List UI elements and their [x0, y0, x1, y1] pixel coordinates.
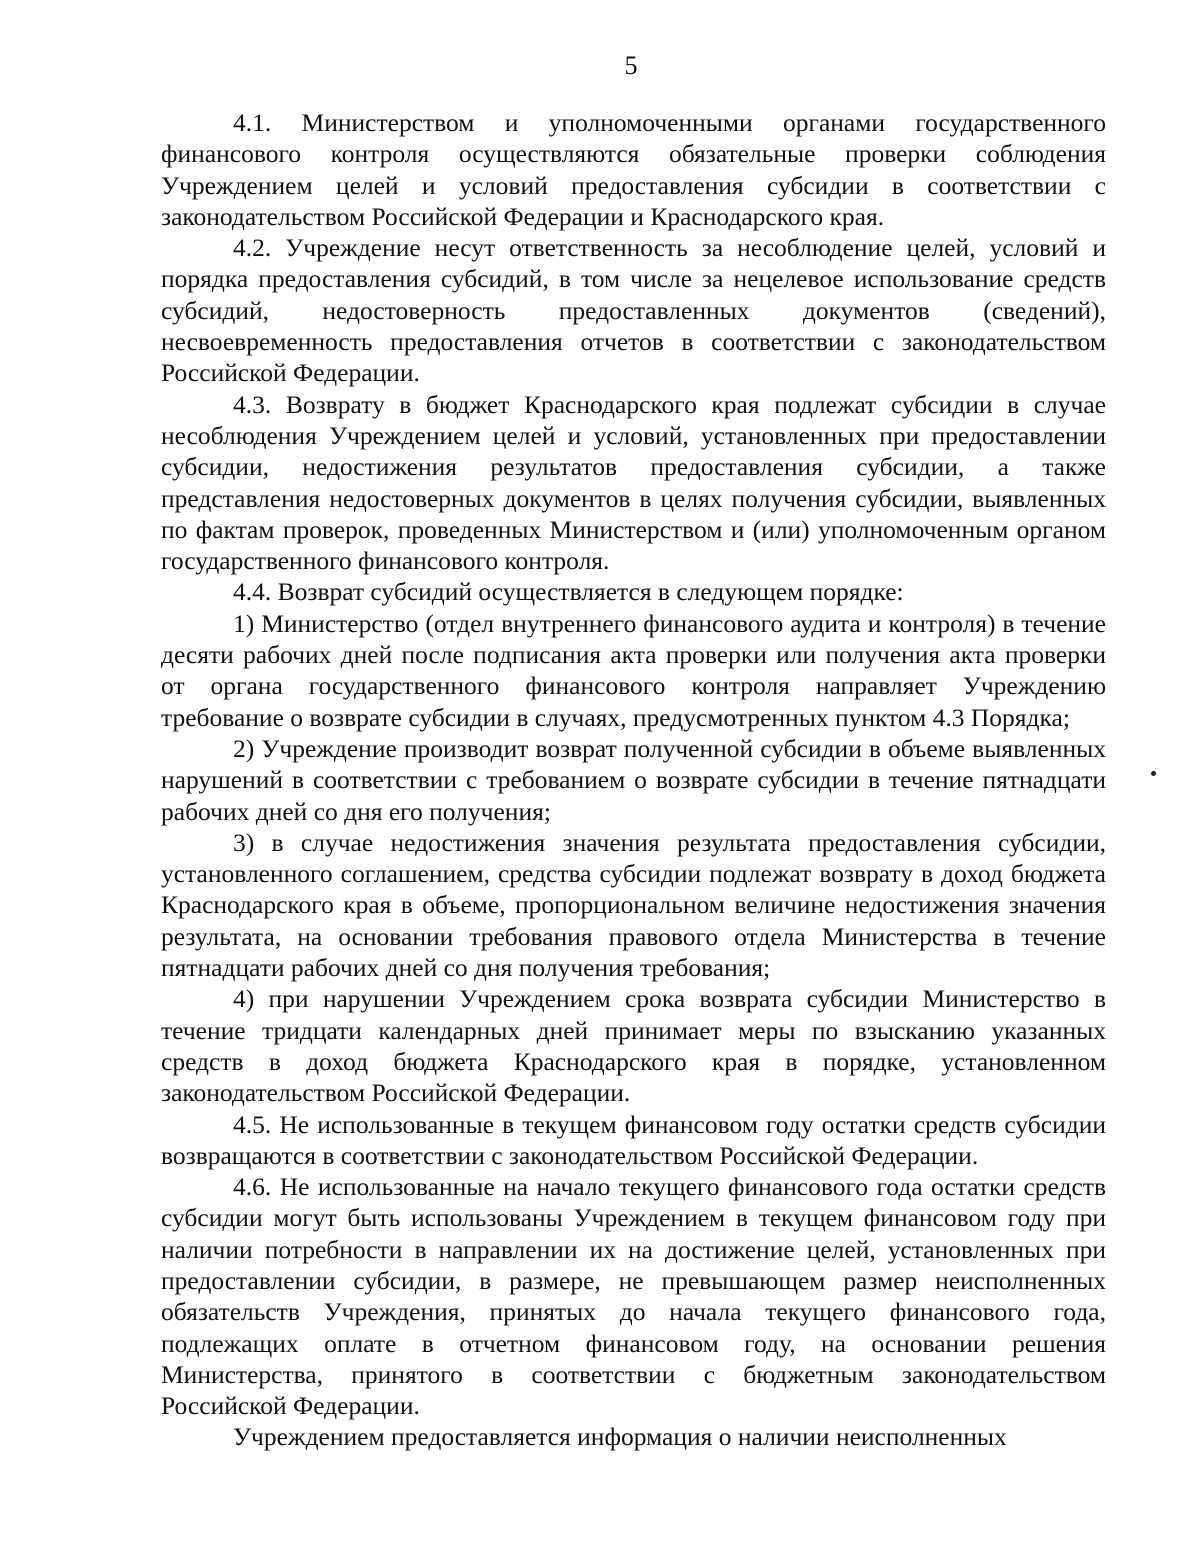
document-body: [161, 107, 1106, 1453]
paragraph-4-3: 4.3. Возврату в бюджет Краснодарского края подлежат субсидии в случае несоблюдения Учреждением целей и условий, установленных при предоставлении субсидии, недостижения результатов предоставления субсидии, а также представления недостоверных документов в целях получения субсидии, выявленных по фактам проверок, проведенных Министерством и (или) уполномоченным органом государственного финансового контроля.: [161, 389, 1106, 576]
paragraph-4-4-item-3: 3) в случае недостижения значения результата предоставления субсидии, установленного соглашением, средства субсидии подлежат возврату в доход бюджета Краснодарского края в объеме, пропорциональном величине недостижения значения результата, на основании требования правового отдела Министерства в течение пятнадцати рабочих дней со дня получения требования;: [161, 827, 1106, 983]
paragraph-4-4: 4.4. Возврат субсидий осуществляется в следующем порядке:: [233, 577, 904, 607]
paragraph-4-2: 4.2. Учреждение несут ответственность за несоблюдение целей, условий и порядка предоставления субсидий, в том числе за нецелевое использование средств субсидий, недостоверность предоставленных документов (сведений), несвоевременность предоставления отчетов в соответствии с законодательством Российской Федерации.: [161, 233, 1106, 388]
paragraph-4-4-item-1: 1) Министерство (отдел внутреннего финансового аудита и контроля) в течение десяти рабочих дней после подписания акта проверки или получения акта проверки от органа государственного финансового контроля направляет Учреждению требование о возврате субсидии в случаях, предусмотренных пунктом 4.3 Порядка;: [161, 608, 1106, 732]
paragraph-4-5: 4.5. Не использованные в текущем финансовом году остатки средств субсидии возвращаются в соответствии с законодательством Российской Федерации.: [161, 1109, 1106, 1170]
paragraph-4-6: 4.6. Не использованные на начало текущего финансового года остатки средств субсидии могут быть использованы Учреждением в текущем финансовом году при наличии потребности в направлении их на достижение целей, установленных при предоставлении субсидии, в размере, не превышающем размер неисполненных обязательств Учреждения, принятых до начала текущего финансового года, подлежащих оплате в отчетном финансовом году, на основании решения Министерства, принятого в соответствии с бюджетным законодательством Российской Федерации.: [161, 1172, 1106, 1421]
paragraph-4-4-item-2: 2) Учреждение производит возврат полученной субсидии в объеме выявленных нарушений в соответствии с требованием о возврате субсидии в течение пятнадцати рабочих дней со дня его получения;: [161, 733, 1106, 826]
scan-speck: [1151, 771, 1156, 776]
paragraph-4-1: 4.1. Министерством и уполномоченными органами государственного финансового контроля осуществляются обязательные проверки соблюдения Учреждением целей и условий предоставления субсидии в соответствии с законодательством Российской Федерации и Краснодарского края.: [161, 108, 1106, 231]
page-number: 5: [624, 51, 638, 80]
paragraph-4-4-item-4: 4) при нарушении Учреждением срока возврата субсидии Министерство в течение тридцати календарных дней принимает меры по взысканию указанных средств в доход бюджета Краснодарского края в порядке, установленном законодательством Российской Федерации.: [161, 984, 1106, 1108]
paragraph-continuation: Учреждением предоставляется информация о наличии неисполненных: [233, 1422, 1007, 1452]
